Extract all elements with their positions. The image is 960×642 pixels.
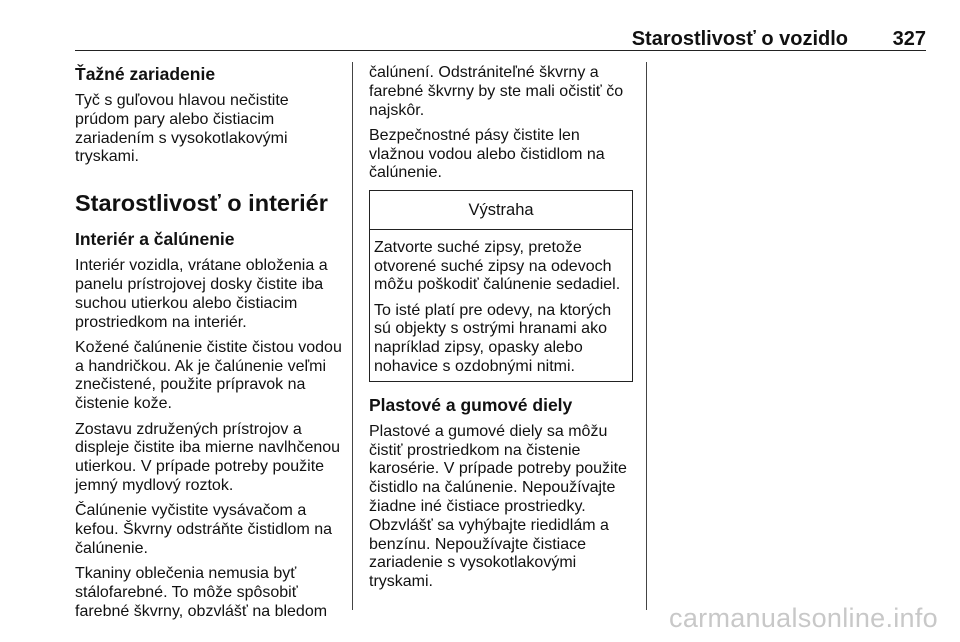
tow-paragraph: Tyč s guľovou hlavou nečistite prúdom pary alebo čistiacim zariadením s vysokotlakovými tryskami.	[75, 92, 289, 166]
paragraph: Bezpečnostné pásy čistite len vlažnou vodou alebo čistidlom na čalúnenie.	[369, 126, 605, 182]
paragraph: Zostavu združených prístrojov a displeje čistite iba mierne navlhčenou utierkou. V prípade potreby použite jemný mydlový roztok.	[75, 420, 341, 494]
paragraph: Kožené čalúnenie čistite čistou vodou a handričkou. Ak je čalúnenie veľmi znečistené, použite prípravok na čistenie kože.	[75, 338, 342, 413]
page-header	[75, 28, 926, 51]
interior-heading: Interiér a čalúnenie	[75, 229, 235, 250]
column-divider-right	[646, 62, 647, 610]
plastic-heading: Plastové a gumové diely	[369, 394, 573, 415]
warning-body	[370, 230, 632, 381]
watermark: carmanualsonline.info	[669, 603, 938, 633]
page-number: 327	[892, 28, 926, 50]
column-left	[75, 64, 343, 628]
tow-heading: Ťažné zariadenie	[75, 64, 216, 84]
section-title: Starostlivosť o interiér	[75, 190, 328, 217]
paragraph: Interiér vozidla, vrátane obloženia a panelu prístrojovej dosky čistite iba suchou utierkou alebo čistiacim prostriedkom na interiér.	[75, 257, 328, 331]
warning-paragraph: Zatvorte suché zipsy, pretože otvorené suché zipsy na odevoch môžu poškodiť čalúnenie sedadiel.	[374, 238, 621, 294]
warning-title: Výstraha	[370, 191, 632, 230]
warning-box	[369, 190, 633, 382]
column-divider-left	[352, 62, 353, 610]
paragraph: Tkaniny oblečenia nemusia byť stálofarebné. To môže spôsobiť farebné škvrny, obzvlášť na bledom	[75, 565, 328, 620]
column-middle	[369, 64, 633, 599]
warning-paragraph: To isté platí pre odevy, na ktorých sú objekty s ostrými hranami ako napríklad zipsy, opasky alebo nohavice s ozdobnými nitmi.	[374, 301, 612, 376]
chapter-title: Starostlivosť o vozidlo	[631, 28, 848, 50]
plastic-paragraph: Plastové a gumové diely sa môžu čistiť prostriedkom na čistenie karosérie. V prípade potreby použite čistidlo na čalúnenie. Nepoužívajte žiadne iné čistiace prostriedky. Obzvlášť sa vyhýbajte riedidlám a benzínu. Nepoužívajte čistiace zariadenie s vysokotlakovými tryskami.	[369, 422, 627, 591]
paragraph: čalúnení. Odstrániteľné škvrny a farebné škvrny by ste mali očistiť čo najskôr.	[369, 64, 624, 119]
paragraph: Čalúnenie vyčistite vysávačom a kefou. Škvrny odstráňte čistidlom na čalúnenie.	[75, 502, 333, 557]
